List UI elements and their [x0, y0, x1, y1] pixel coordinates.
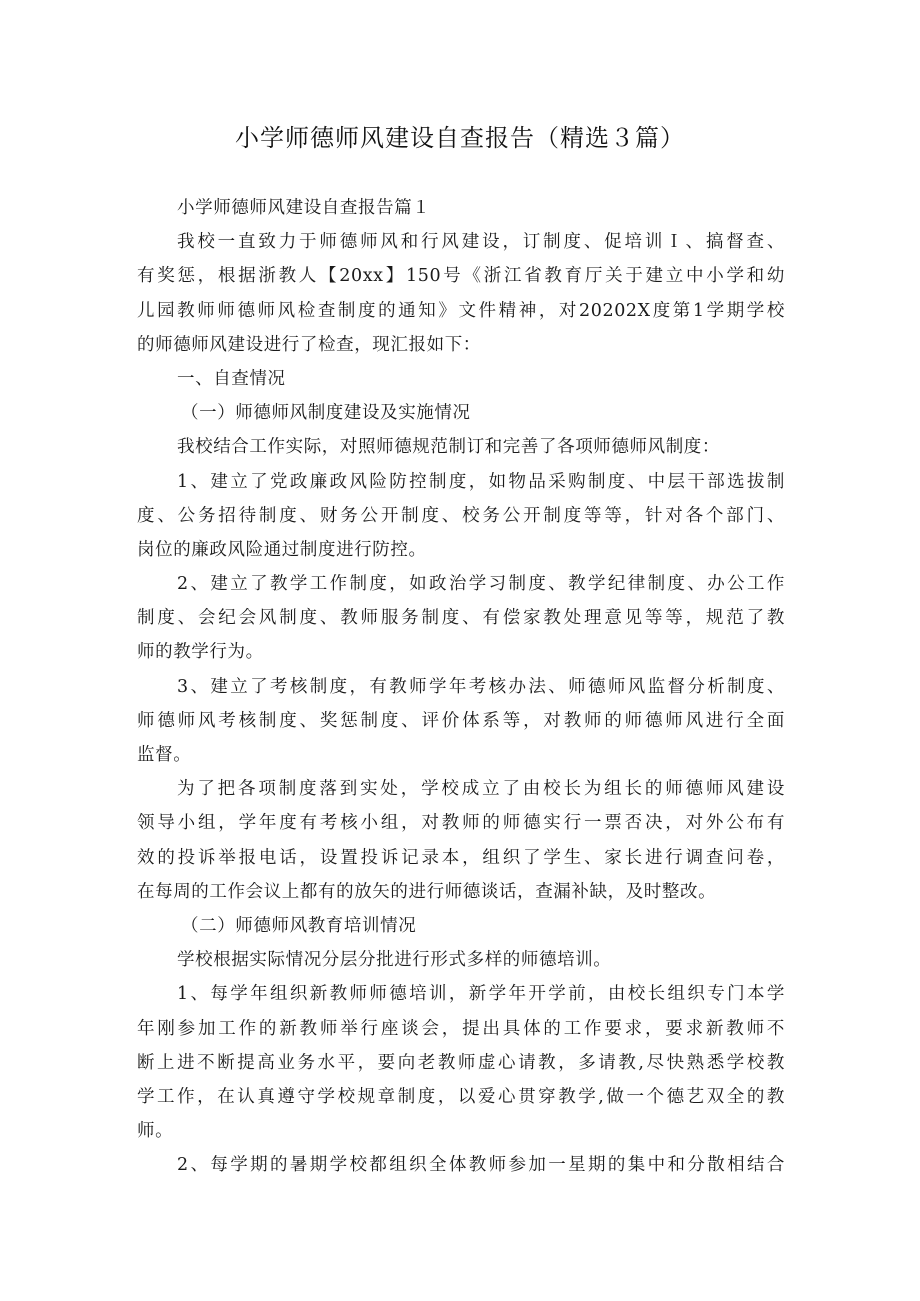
document-title: 小学师德师风建设自查报告（精选３篇）	[235, 124, 685, 152]
paragraph-line: 领导小组，学年度有考核小组，对教师的师德实行一票否决，对外公布有	[137, 813, 785, 834]
paragraph-line: 师的教学行为。	[137, 642, 264, 663]
paragraph-line: 为了把各项制度落到实处，学校成立了由校长为组长的师德师风建设	[177, 779, 785, 800]
paragraph-line: 度、公务招待制度、财务公开制度、校务公开制度等等，针对各个部门、	[137, 505, 785, 526]
paragraph-line: 3、建立了考核制度，有教师学年考核办法、师德师风监督分析制度、	[177, 676, 785, 697]
paragraph-line: 监督。	[137, 745, 192, 765]
paragraph-line: 学校根据实际情况分层分批进行形式多样的师德培训。	[177, 950, 612, 971]
paragraph-line: 师德师风考核制度、奖惩制度、评价体系等，对教师的师德师风进行全面	[137, 710, 785, 731]
paragraph-line: 学工作，在认真遵守学校规章制度，以爱心贯穿教学,做一个德艺双全的教	[137, 1086, 785, 1107]
paragraph-line: 我校结合工作实际，对照师德规范制订和完善了各项师德师风制度：	[177, 437, 720, 458]
paragraph-line: 儿园教师师德师风检查制度的通知》文件精神，对20202X度第1学期学校	[137, 300, 785, 321]
paragraph-line: 在每周的工作会议上都有的放矢的进行师德谈话，查漏补缺，及时整改。	[137, 881, 717, 902]
paragraph-line: 效的投诉举报电话，设置投诉记录本，组织了学生、家长进行调查问卷，	[137, 847, 785, 868]
paragraph-line: 岗位的廉政风险通过制度进行防控。	[137, 539, 427, 560]
section-heading: 一、自查情况	[177, 368, 286, 389]
paragraph-line: 2、每学期的暑期学校都组织全体教师参加一星期的集中和分散相结合	[177, 1155, 785, 1176]
paragraph-line: 我校一直致力于师德师风和行风建设，订制度、促培训Ｉ、搞督查、	[177, 232, 785, 253]
subsection-heading: （二）师德师风教育培训情况	[181, 915, 417, 936]
document-body	[137, 191, 785, 1182]
paragraph-line: 1、每学年组织新教师师德培训，新学年开学前，由校长组织专门本学	[177, 984, 785, 1005]
paragraph-line: 年刚参加工作的新教师举行座谈会，提出具体的工作要求，要求新教师不	[137, 1018, 785, 1039]
paragraph-line: 断上进不断提高业务水平，要向老教师虚心请教，多请教,尽快熟悉学校教	[137, 1052, 785, 1073]
paragraph-line: 有奖惩，根据浙教人【20xx】150号《浙江省教育厅关于建立中小学和幼	[137, 266, 785, 287]
paragraph-line: 制度、会纪会风制度、教师服务制度、有偿家教处理意见等等，规范了教	[137, 608, 785, 629]
paragraph-line: 师。	[137, 1121, 174, 1142]
section-heading: 小学师德师风建设自查报告篇１	[177, 198, 431, 218]
subsection-heading: （一）师德师风制度建设及实施情况	[181, 403, 471, 424]
paragraph-line: 2、建立了教学工作制度，如政治学习制度、教学纪律制度、办公工作	[177, 574, 785, 595]
paragraph-line: 的师德师风建设进行了检查，现汇报如下：	[137, 334, 481, 355]
paragraph-line: 1、建立了党政廉政风险防控制度，如物品采购制度、中层干部选拔制	[177, 471, 785, 492]
